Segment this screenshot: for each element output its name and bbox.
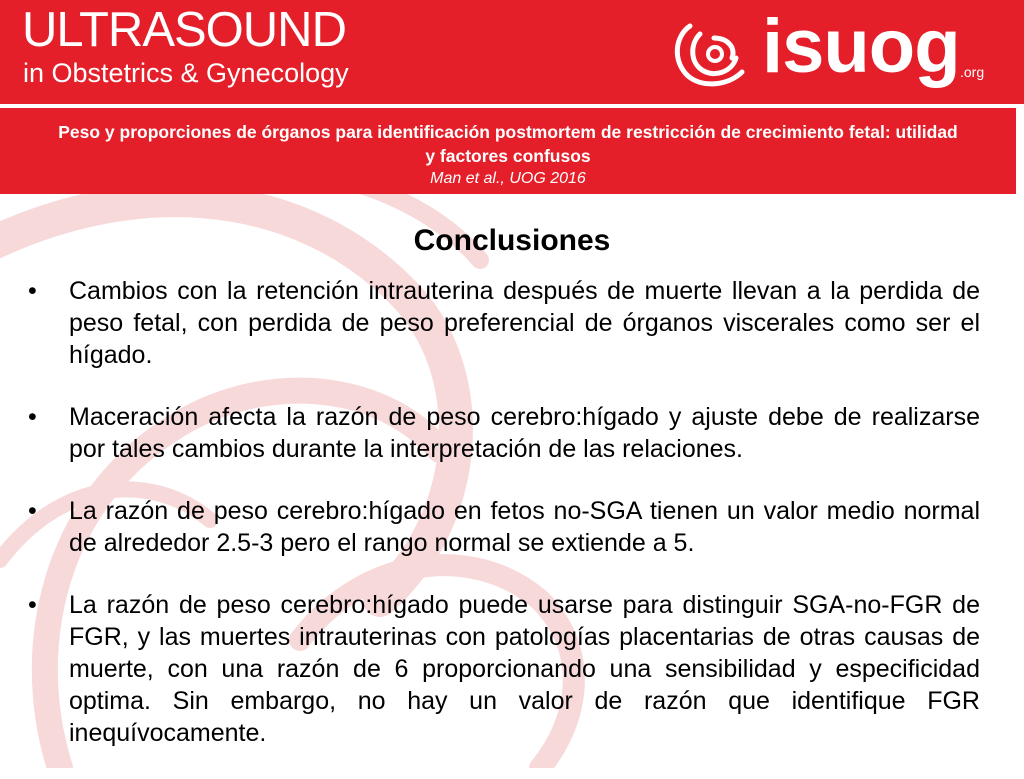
journal-subtitle: in Obstetrics & Gynecology [23, 58, 349, 88]
bullet-icon: • [28, 403, 37, 431]
isuog-domain-suffix: .org [960, 64, 985, 80]
bullet-icon: • [28, 497, 37, 525]
bullet-text: La razón de peso cerebro:hígado en fetos no-SGA tienen un valor medio normal de alrededor 2.5-3 pero el rango normal se extiende a 5. [69, 497, 980, 557]
isuog-wordmark: isuog [762, 4, 960, 89]
list-item [28, 589, 980, 749]
conclusions-list [28, 275, 980, 779]
list-item [28, 495, 980, 559]
bullet-text: La razón de peso cerebro:hígado puede usarse para distinguir SGA-no-FGR de FGR, y las muertes intrauterinas con patologías placentarias de otras causas de muerte, con una razón de 6 proporcionando una sensibilidad y especificidad optima. Sin embargo, no hay un valor de razón que identifique FGR inequívocamente. [69, 591, 980, 747]
bullet-text: Cambios con la retención intrauterina después de muerte llevan a la perdida de peso fetal, con perdida de peso preferencial de órganos viscerales como ser el hígado. [69, 277, 980, 369]
journal-header [0, 0, 1024, 104]
bullet-icon: • [28, 591, 37, 619]
isuog-fetus-logo-icon [670, 16, 754, 88]
article-banner [0, 104, 1019, 194]
list-item [28, 275, 980, 371]
section-heading: Conclusiones [413, 224, 611, 257]
isuog-logo [670, 4, 1000, 94]
bullet-icon: • [28, 277, 37, 305]
bullet-text: Maceración afecta la razón de peso cerebro:hígado y ajuste debe de realizarse por tales cambios durante la interpretación de las relaciones. [69, 403, 980, 463]
article-citation: Man et al., UOG 2016 [430, 170, 586, 187]
journal-title: ULTRASOUND [22, 3, 346, 57]
list-item [28, 401, 980, 465]
article-title: Peso y proporciones de órganos para identificación postmortem de restricción de crecimiento fetal: utilidad y factores confusos [58, 122, 958, 166]
